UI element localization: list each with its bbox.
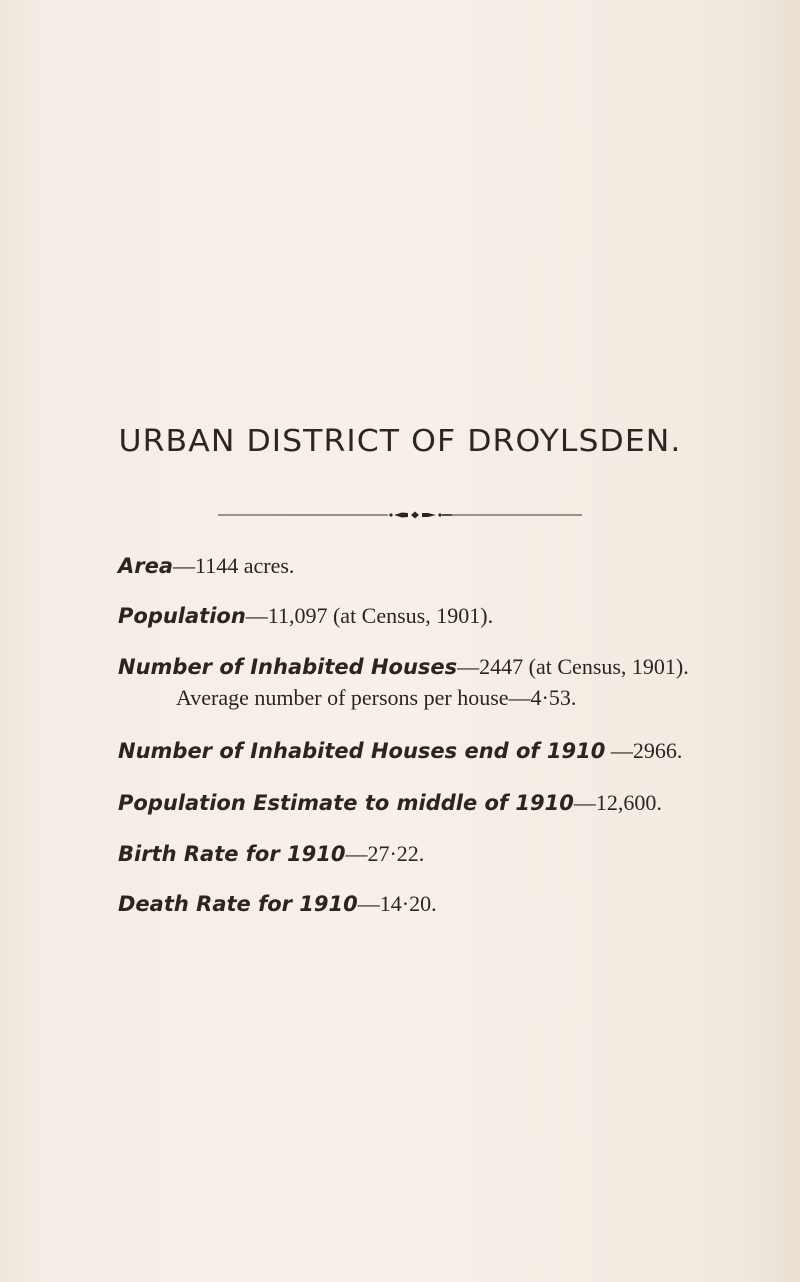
area-entry xyxy=(118,553,294,579)
population-entry xyxy=(118,603,493,629)
birth-rate-label: Birth Rate for 1910 xyxy=(118,842,346,866)
birth-rate-value: —27·22. xyxy=(345,841,425,866)
birth-rate-entry xyxy=(118,841,424,867)
population-value: —11,097 (at Census, 1901). xyxy=(245,603,494,628)
inhabited-houses-entry xyxy=(118,654,689,680)
page-title: URBAN DISTRICT OF DROYLSDEN. xyxy=(118,424,682,459)
death-rate-value: —14·20. xyxy=(357,891,437,916)
inhabited-houses-1910-value: —2966. xyxy=(605,738,683,763)
inhabited-houses-value: —2447 (at Census, 1901). xyxy=(457,654,689,679)
inhabited-houses-1910-label: Number of Inhabited Houses end of 1910 xyxy=(118,739,606,763)
area-label: Area xyxy=(118,554,174,578)
population-estimate-entry xyxy=(118,790,662,816)
population-label: Population xyxy=(118,604,246,628)
population-estimate-label: Population Estimate to middle of 1910 xyxy=(118,791,574,815)
area-value: —1144 acres. xyxy=(173,553,295,578)
inhabited-houses-label: Number of Inhabited Houses xyxy=(118,655,458,679)
death-rate-label: Death Rate for 1910 xyxy=(118,892,358,916)
population-estimate-value: —12,600. xyxy=(573,790,662,815)
ornamental-rule xyxy=(218,510,582,520)
inhabited-houses-1910-entry xyxy=(118,738,682,764)
death-rate-entry xyxy=(118,891,437,917)
average-persons-line: Average number of persons per house—4·53. xyxy=(176,685,577,710)
